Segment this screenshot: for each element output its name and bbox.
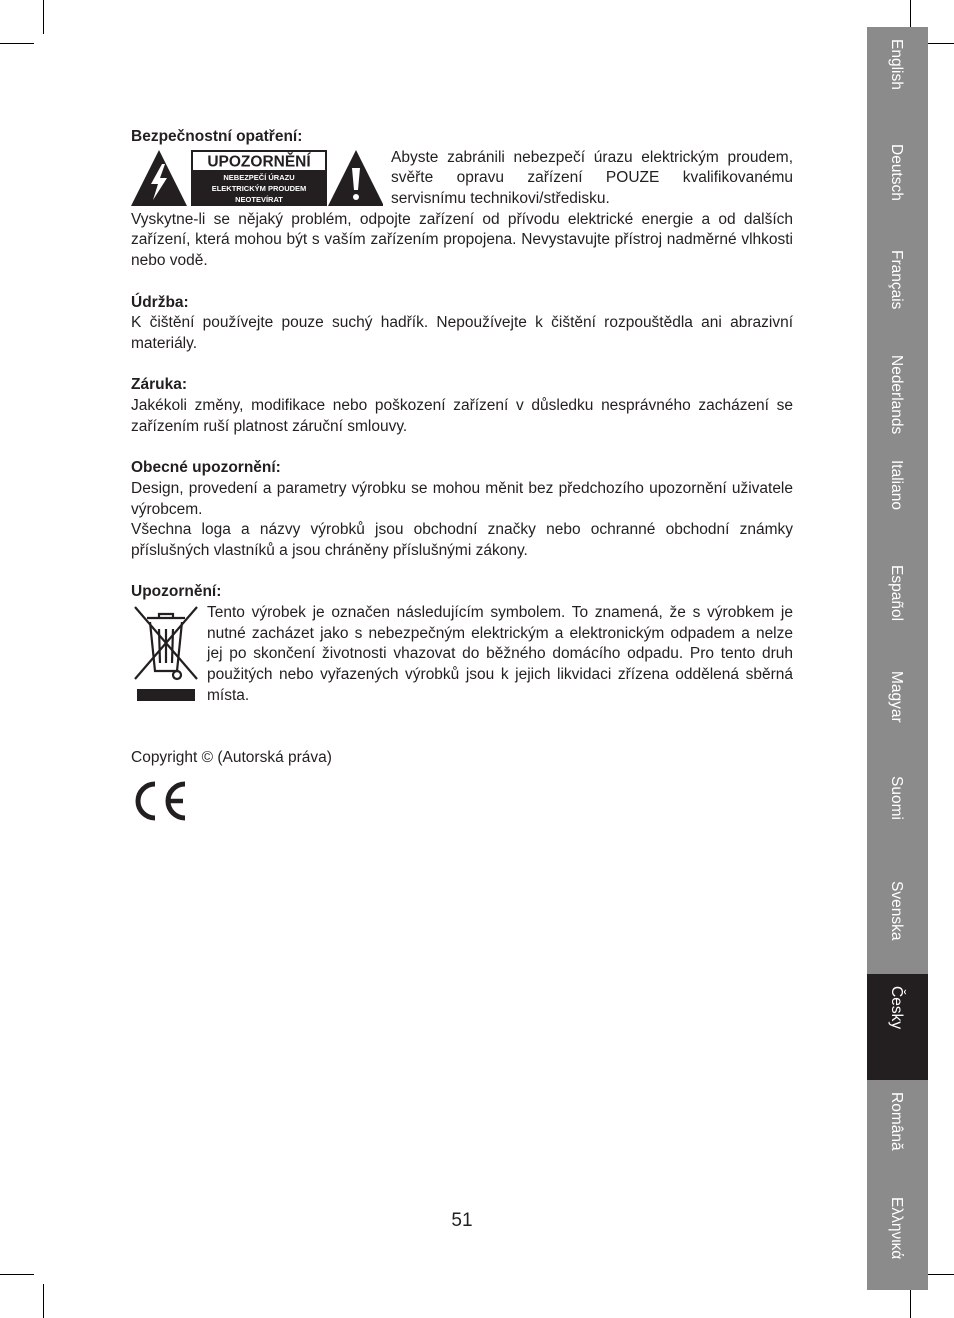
maintenance-heading: Údržba: bbox=[131, 293, 189, 311]
language-sidebar bbox=[867, 27, 928, 1290]
lightning-warning-icon bbox=[131, 150, 187, 206]
general-text-1: Design, provedení a parametry výrobku se mohou měnit bez předchozího upozornění uživatele výrobcem. bbox=[131, 479, 793, 518]
language-tab-label: Français bbox=[888, 249, 905, 309]
ce-mark-icon bbox=[131, 779, 189, 823]
caution-label-line: NEBEZPEČÍ ÚRAZU bbox=[223, 172, 295, 182]
safety-warning-row bbox=[131, 148, 793, 210]
language-tab-label: Magyar bbox=[888, 670, 905, 723]
copyright-text: Copyright © (Autorská práva) bbox=[131, 748, 332, 766]
caution-label bbox=[131, 150, 383, 210]
language-tab-label: Ελληνικά bbox=[888, 1196, 905, 1259]
weee-block bbox=[131, 603, 793, 707]
caution-label-title: UPOZORNĚNÍ bbox=[207, 153, 311, 171]
crop-mark bbox=[43, 0, 44, 34]
page-number: 51 bbox=[451, 1210, 473, 1231]
language-tab[interactable] bbox=[867, 132, 928, 237]
language-tab[interactable] bbox=[867, 1185, 928, 1290]
language-tab-label: Česky bbox=[888, 986, 905, 1030]
notice-heading: Upozornění: bbox=[131, 583, 222, 601]
notice-text: Tento výrobek je označen následujícím symbolem. To znamená, že s výrobkem je nutné zacházet jako s nebezpečným elektrickým a elektronickým odpadem a nelze jej po skončení životnosti vhazovat do běžného domácího odpadu. Pro tento druh použitých nebo vyřazených výrobků jsou k jejich likvidaci zřízena oddělená sběrná místa. bbox=[207, 604, 793, 704]
exclamation-warning-icon bbox=[328, 150, 383, 206]
document-body bbox=[131, 127, 793, 829]
language-tab-label: Suomi bbox=[888, 775, 905, 820]
safety-text: Vyskytne-li se nějaký problém, odpojte zařízení od přívodu elektrické energie a od dalších zařízení, která mohou být s vaším zařízením propojena. Nevystavujte přístroj nadměrné vlhkosti nebo vodě. bbox=[131, 210, 793, 270]
caution-label-line: ELEKTRICKÝM PROUDEM bbox=[211, 183, 307, 193]
language-tab-label: Română bbox=[888, 1091, 905, 1151]
language-tab[interactable] bbox=[867, 659, 928, 764]
language-tab-label: English bbox=[888, 39, 905, 90]
language-tab-label: Italiano bbox=[888, 460, 905, 510]
language-tab-label: Español bbox=[888, 565, 905, 622]
language-tab-label: Svenska bbox=[888, 881, 905, 941]
language-tab[interactable] bbox=[867, 764, 928, 869]
language-tab[interactable] bbox=[867, 343, 928, 448]
safety-intro-text: Abyste zabránili nebezpečí úrazu elektrickým proudem, svěřte opravu zařízení POUZE kvalifikovanému servisnímu technikovi/středisku. bbox=[391, 148, 793, 208]
language-tab[interactable] bbox=[867, 1080, 928, 1185]
crop-mark bbox=[0, 43, 34, 44]
language-tab[interactable] bbox=[867, 448, 928, 553]
language-tab[interactable] bbox=[867, 238, 928, 343]
caution-label-line: NEOTEVÍRAT bbox=[235, 194, 283, 204]
language-tab-label: Deutsch bbox=[888, 144, 905, 202]
general-text-2: Všechna loga a názvy výrobků jsou obchodní značky nebo ochranné obchodní známky příslušných vlastníků a jsou chráněny příslušnými zákony. bbox=[131, 521, 793, 559]
language-tab-label: Nederlands bbox=[888, 354, 905, 435]
general-heading: Obecné upozornění: bbox=[131, 459, 281, 477]
language-tab[interactable] bbox=[867, 27, 928, 132]
crop-mark bbox=[43, 1284, 44, 1318]
warranty-text: Jakékoli změny, modifikace nebo poškození zařízení v důsledku nesprávného zacházení se zařízením ruší platnost záruční smlouvy. bbox=[131, 397, 793, 435]
safety-heading: Bezpečnostní opatření: bbox=[131, 128, 303, 145]
language-tab[interactable] bbox=[867, 869, 928, 974]
maintenance-text: K čištění používejte pouze suchý hadřík. Nepoužívejte k čištění rozpouštědla ani abrazivní materiály. bbox=[131, 314, 793, 352]
language-tab[interactable] bbox=[867, 553, 928, 658]
language-tab[interactable] bbox=[867, 974, 928, 1079]
warranty-heading: Záruka: bbox=[131, 376, 187, 394]
crop-mark bbox=[0, 1274, 34, 1275]
crossed-out-bin-icon bbox=[131, 603, 201, 703]
